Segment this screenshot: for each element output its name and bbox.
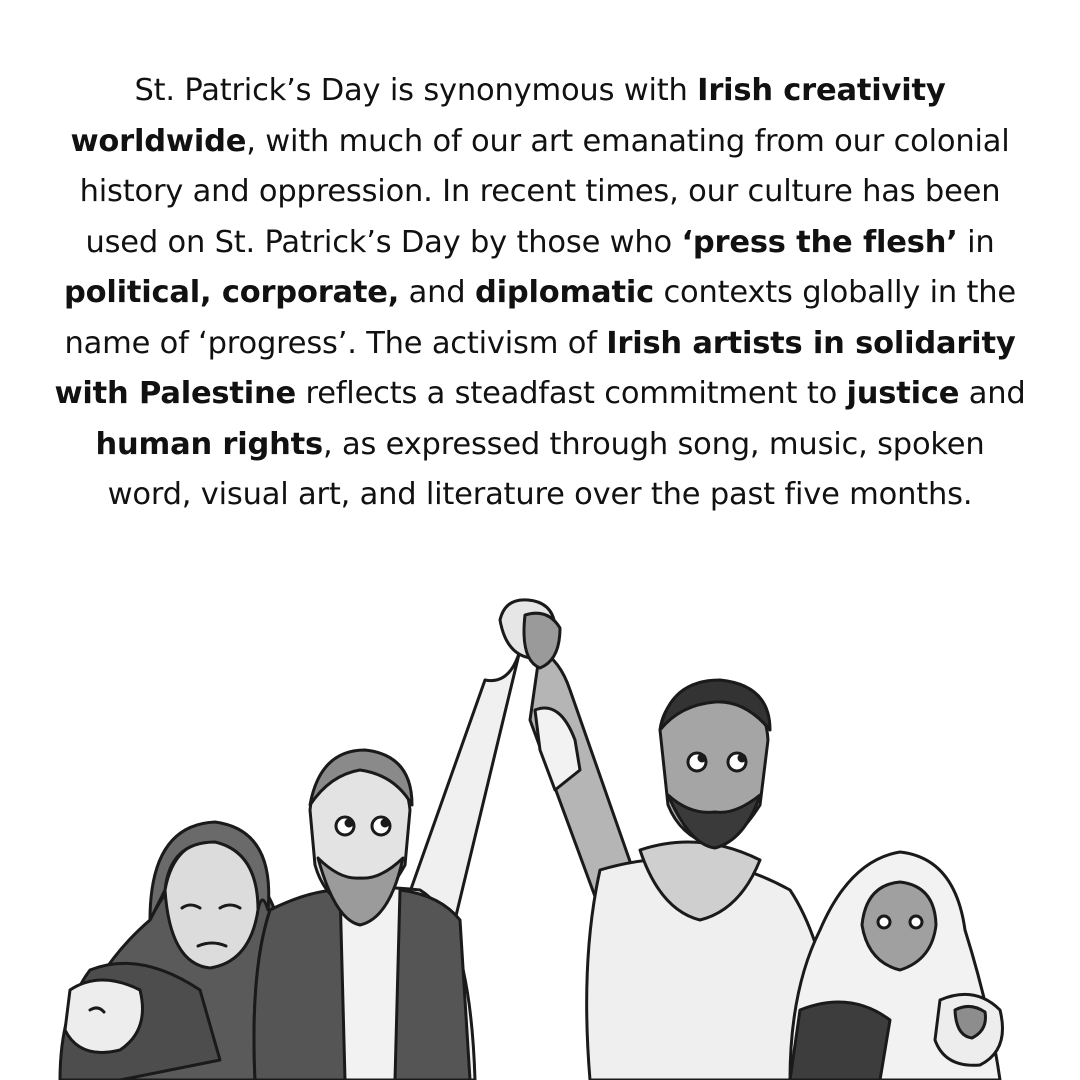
statement-emphasis: ‘press the flesh’ <box>681 224 958 260</box>
statement-emphasis: Irish creativity worldwide <box>70 73 946 159</box>
statement-fragment: and <box>399 275 475 310</box>
statement-fragment: contexts globally in the name of ‘progress’. The activism of <box>64 275 1016 361</box>
statement-text <box>0 66 1080 521</box>
statement-emphasis: justice <box>846 376 960 411</box>
raised-joined-hands-illustration <box>0 590 1080 1080</box>
statement-fragment: in <box>957 224 995 260</box>
woman-right-figure <box>790 852 1003 1080</box>
statement-fragment: and <box>959 376 1026 411</box>
statement-emphasis: Irish artists in solidarity with Palestine <box>54 325 1016 411</box>
statement-emphasis: political, corporate, <box>63 275 400 310</box>
statement-emphasis: diplomatic <box>474 275 654 310</box>
man-left-figure <box>254 650 520 1080</box>
joined-fists <box>500 600 560 668</box>
statement-emphasis: human rights <box>95 426 324 462</box>
statement-fragment: , as expressed through song, music, spoken word, visual art, and literature over the past five months. <box>107 426 985 512</box>
statement-fragment: reflects a steadfast commitment to <box>296 376 847 411</box>
statement-fragment: , with much of our art emanating from our colonial history and oppression. In recent times, our culture has been used on St. Patrick’s Day by those who <box>79 123 1010 260</box>
statement-fragment: St. Patrick’s Day is synonymous with <box>134 73 698 108</box>
